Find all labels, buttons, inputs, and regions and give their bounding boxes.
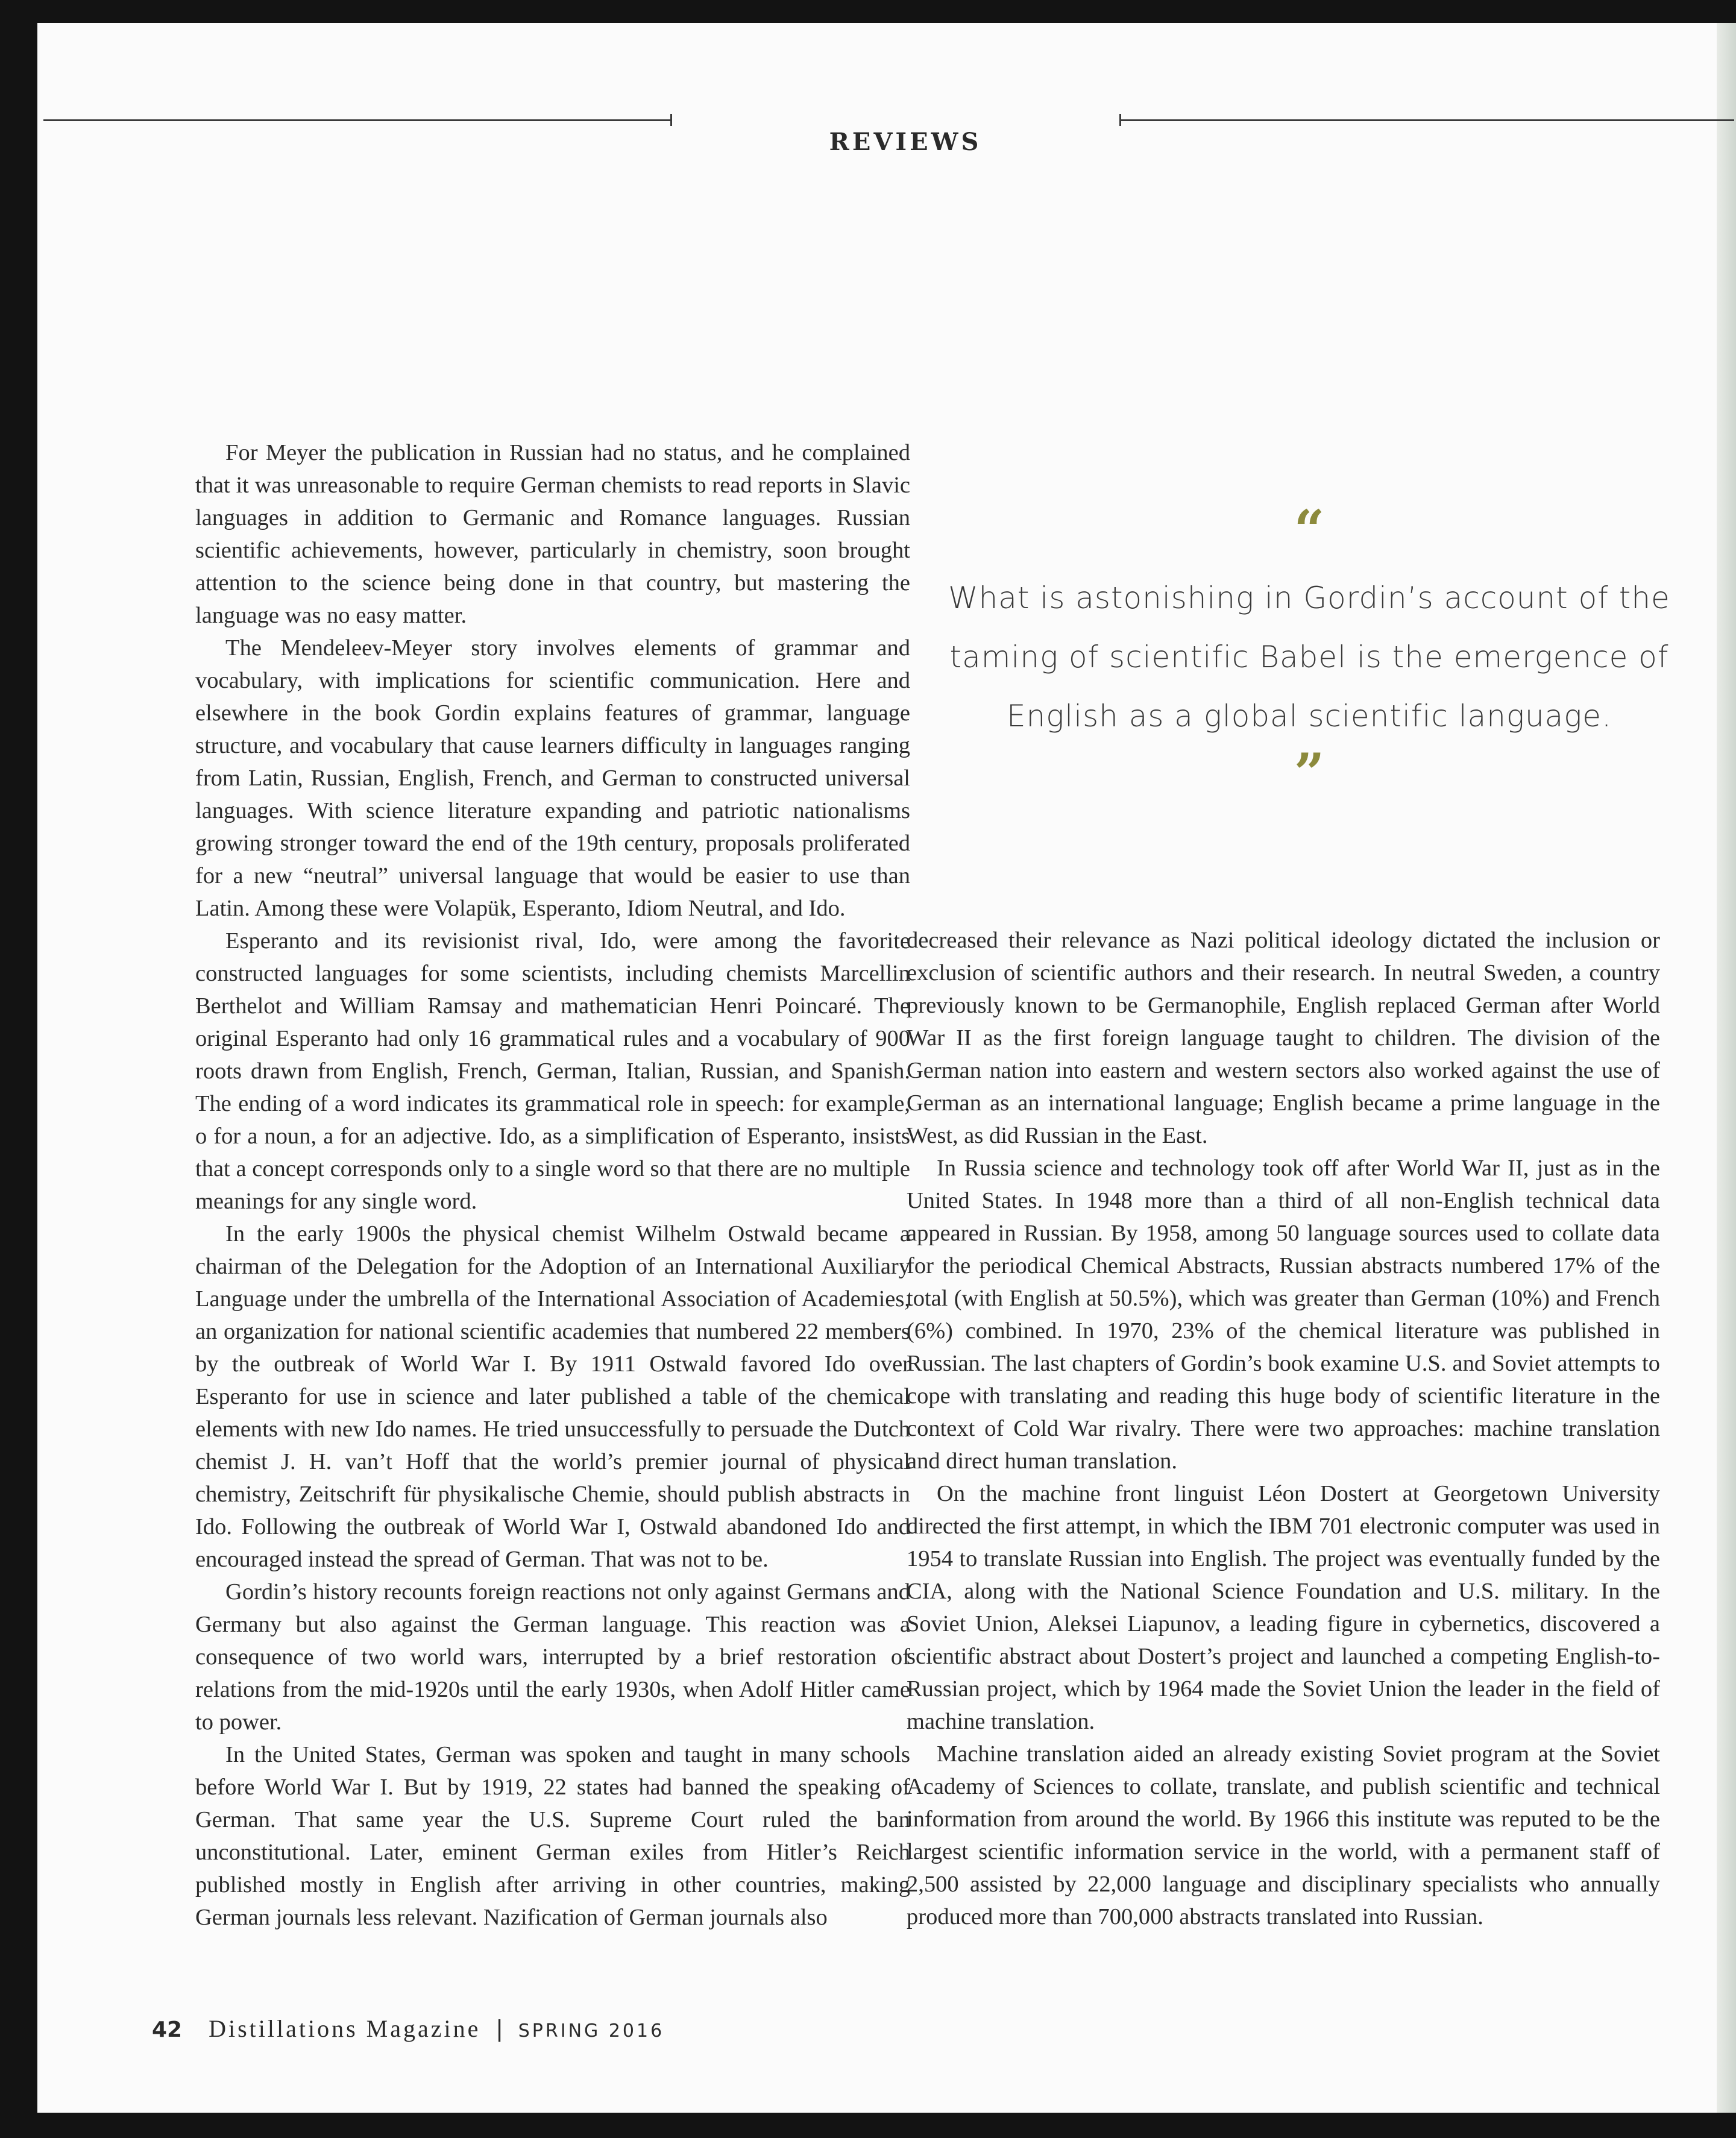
paragraph: The Mendeleev-Meyer story involves elements of grammar and vocabulary, with implications for scientific communication. Here and elsewhere in the book Gordin explains features of grammar, language structure, and vocabulary that cause learners difficulty in languages ranging from Latin, Russian, English, French, and German to constructed universal languages. With science literature expanding and patriotic nationalisms growing stronger toward the end of the 19th century, proposals proliferated for a new “neutral” universal language that would be easier to use than Latin. Among these were Volapük, Esperanto, Idiom Neutral, and Ido. — [195, 635, 910, 921]
pull-quote-text: What is astonishing in Gordin’s account of the taming of scientific Babel is the emergence of English as a global scientific language. — [948, 580, 1670, 734]
paragraph: In Russia science and technology took off after World War II, just as in the United States. In 1948 more than a third of all non-English technical data appeared in Russian. By 1958, among 50 language sources used to collate data for the periodical Chemical Abstracts, Russian abstracts numbered 17% of the total (with English at 50.5%), which was greater than German (10%) and French (6%) combined. In 1970, 23% of the chemical literature was published in Russian. The last chapters of Gordin’s book examine U.S. and Soviet attempts to cope with translating and reading this huge body of scientific literature in the context of Cold War rivalry. There were two approaches: machine translation and direct human translation. — [907, 1155, 1660, 1474]
paragraph: Esperanto and its revisionist rival, Ido, were among the favorite constructed languages for some scientists, including chemists Marcellin Berthelot and William Ramsay and mathematician Henri Poincaré. The original Esperanto had only 16 grammatical rules and a vocabulary of 900 roots drawn from English, French, German, Italian, Russian, and Spanish. The ending of a word indicates its grammatical role in speech: for example, o for a noun, a for an adjective. Ido, as a simplification of Esperanto, insists that a concept corresponds only to a single word so that there are no multiple meanings for any single word. — [195, 928, 910, 1214]
next-page-edge — [1717, 23, 1736, 2113]
issue-label: SPRING 2016 — [518, 2020, 665, 2042]
open-quote-mark: “ — [1294, 498, 1325, 561]
paragraph: Gordin’s history recounts foreign reactions not only against Germans and Germany but also against the German language. This reaction was a consequence of two world wars, interrupted by a brief restoration of relations from the mid-1920s until the early 1930s, when Adolf Hitler came to power. — [195, 1579, 910, 1735]
pull-quote — [948, 498, 1671, 804]
paragraph: For Meyer the publication in Russian had no status, and he complained that it was unreasonable to require German chemists to read reports in Slavic languages in addition to Germanic and Romance languages. Russian scientific achievements, however, particularly in chemistry, soon brought attention to the science being done in that country, but mastering the language was no easy matter. — [195, 440, 910, 628]
left-column — [195, 436, 910, 1934]
paragraph: In the early 1900s the physical chemist Wilhelm Ostwald became a chairman of the Delegation for the Adoption of an International Auxiliary Language under the umbrella of the International Association of Academies, an organization for national scientific academies that numbered 22 members by the outbreak of World War I. By 1911 Ostwald favored Ido over Esperanto for use in science and later published a table of the chemical elements with new Ido names. He tried unsuccessfully to persuade the Dutch chemist J. H. van’t Hoff that the world’s premier journal of physical chemistry, Zeitschrift für physikalische Chemie, should publish abstracts in Ido. Following the outbreak of World War I, Ostwald abandoned Ido and encouraged instead the spread of German. That was not to be. — [195, 1221, 910, 1572]
page-footer — [152, 2014, 664, 2051]
paragraph: In the United States, German was spoken and taught in many schools before World War I. But by 1919, 22 states had banned the speaking of German. That same year the U.S. Supreme Court ruled the ban unconstitutional. Later, eminent German exiles from Hitler’s Reich published mostly in English after arriving in other countries, making German journals less relevant. Nazification of German journals also — [195, 1742, 910, 1930]
section-title: REVIEWS — [829, 128, 982, 156]
header-rule-left-end — [670, 114, 672, 126]
paragraph: decreased their relevance as Nazi political ideology dictated the inclusion or exclusion of scientific authors and their research. In neutral Sweden, a country previously known to be Germanophile, English replaced German after World War II as the first foreign language taught to children. The division of the German nation into eastern and western sectors also worked against the use of German as an international language; English became a prime language in the West, as did Russian in the East. — [907, 928, 1660, 1148]
header-rule-right — [1119, 119, 1734, 121]
magazine-page — [37, 23, 1736, 2113]
paragraph: On the machine front linguist Léon Dostert at Georgetown University directed the first attempt, in which the IBM 701 electronic computer was used in 1954 to translate Russian into English. The project was eventually funded by the CIA, along with the National Science Foundation and U.S. military. In the Soviet Union, Aleksei Liapunov, a leading figure in cybernetics, discovered a scientific abstract about Dostert’s project and launched a competing English-to-Russian project, which by 1964 made the Soviet Union the leader in the field of machine translation. — [907, 1481, 1660, 1734]
page-number: 42 — [152, 2017, 183, 2042]
header-rule-left — [43, 119, 670, 121]
magazine-name: Distillations Magazine — [209, 2015, 481, 2042]
paragraph: Machine translation aided an already existing Soviet program at the Soviet Academy of Sciences to collate, translate, and publish scientific and technical information from around the world. By 1966 this institute was reputed to be the largest scientific information service in the world, with a permanent staff of 2,500 assisted by 22,000 language and disciplinary specialists who annually produced more than 700,000 abstracts translated into Russian. — [907, 1741, 1660, 1929]
footer-separator: | — [496, 2016, 503, 2042]
right-column — [907, 924, 1660, 1933]
close-quote-mark: ” — [1294, 741, 1325, 804]
